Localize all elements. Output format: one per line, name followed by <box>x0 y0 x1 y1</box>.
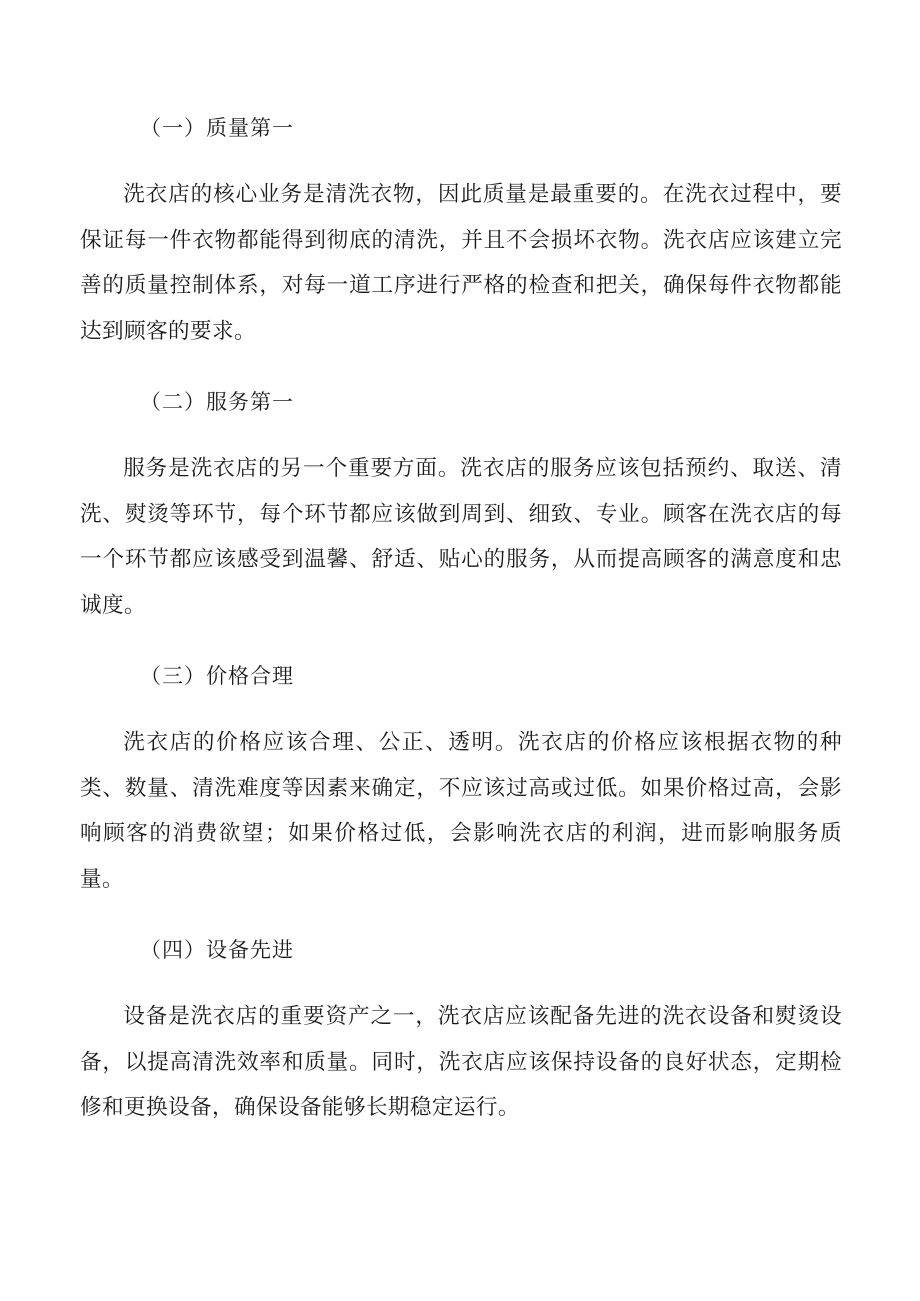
section-quality-first <box>80 102 842 354</box>
section-reasonable-price <box>80 650 842 902</box>
document-body <box>80 102 842 1131</box>
section-heading: （三）价格合理 <box>140 664 294 688</box>
section-paragraph: 洗衣店的核心业务是清洗衣物，因此质量是最重要的。在洗衣过程中，要保证每一件衣物都能得到彻底的清洗，并且不会损坏衣物。洗衣店应该建立完善的质量控制体系，对每一道工序进行严格的检查和把关，确保每件衣物都能达到顾客的要求。 <box>80 182 842 344</box>
section-paragraph: 洗衣店的价格应该合理、公正、透明。洗衣店的价格应该根据衣物的种类、数量、清洗难度等因素来确定，不应该过高或过低。如果价格过高，会影响顾客的消费欲望；如果价格过低，会影响洗衣店的利润，进而影响服务质量。 <box>80 730 842 892</box>
section-paragraph: 服务是洗衣店的另一个重要方面。洗衣店的服务应该包括预约、取送、清洗、熨烫等环节，每个环节都应该做到周到、细致、专业。顾客在洗衣店的每一个环节都应该感受到温馨、舒适、贴心的服务，从而提高顾客的满意度和忠诚度。 <box>80 456 842 618</box>
section-paragraph: 设备是洗衣店的重要资产之一，洗衣店应该配备先进的洗衣设备和熨烫设备，以提高清洗效率和质量。同时，洗衣店应该保持设备的良好状态，定期检修和更换设备，确保设备能够长期稳定运行。 <box>80 1004 842 1120</box>
section-heading: （二）服务第一 <box>140 390 294 414</box>
section-advanced-equipment <box>80 924 842 1131</box>
section-heading: （一）质量第一 <box>140 116 294 140</box>
section-service-first <box>80 376 842 628</box>
section-heading: （四）设备先进 <box>140 938 294 962</box>
